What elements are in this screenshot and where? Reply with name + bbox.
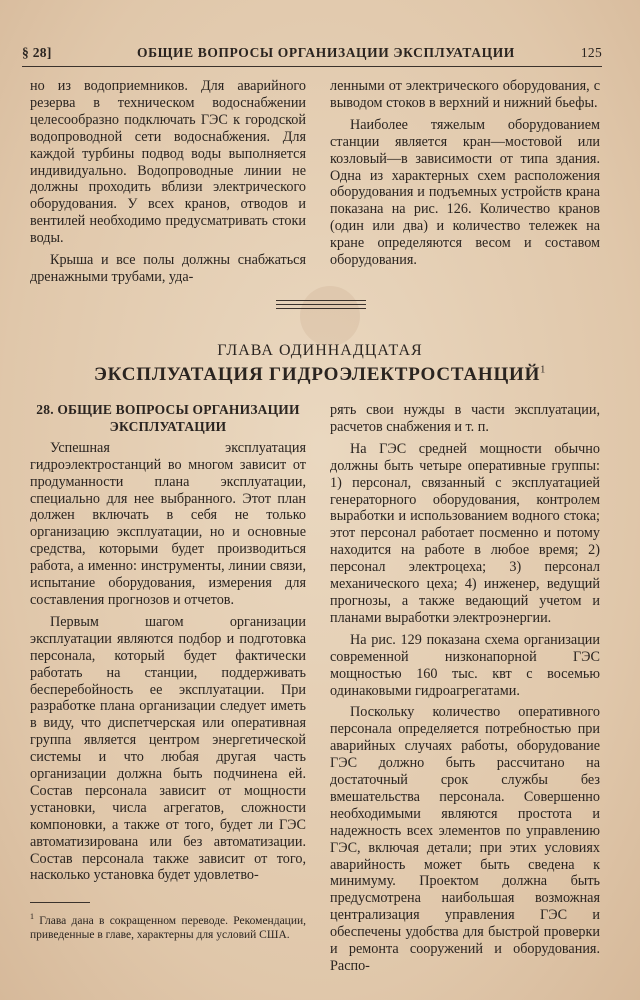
chapter-title-text: ЭКСПЛУАТАЦИЯ ГИДРОЭЛЕКТРОСТАНЦИЙ — [93, 364, 541, 385]
footnote-index: 1 — [30, 912, 34, 921]
paragraph: Первым шагом организации эксплуатации являются подбор и подготовка персонала, который будет фактически работать на станции, поддерживать бесперебойность ее эксплуатации. При разработке плана организации следует иметь в виду, что диспетчерская или оперативная группа является центром энергетической системы и что любая другая часть организации должна быть подчинена ей. Состав персонала зависит от мощности установки, числа агрегатов, сложности компоновки, а также от того, будет ли ГЭС автоматизирована или без автоматизации. Состав персонала также зависит от того, насколько установка будет удовлетво- — [30, 613, 306, 884]
section-ref: § 28] — [22, 45, 52, 60]
running-header — [22, 43, 602, 65]
paragraph: На ГЭС средней мощности обычно должны быть четыре оперативные группы: 1) персонал, связанный с эксплуатацией генераторного оборудования, контролем выработки и использованием водного стока; этот персонал работает посменно и потому находится на работе в любое время; 2) персонал электроцеха; 3) персонал механического цеха; 4) инженер, ведущий прогнозы, а также ведающий учетом и планами выработки электроэнергии. — [330, 440, 600, 626]
footnote-rule — [30, 902, 90, 903]
section-heading: 28. ОБЩИЕ ВОПРОСЫ ОРГАНИЗАЦИИ ЭКСПЛУАТАЦИИ — [36, 402, 300, 434]
footnote — [30, 910, 306, 942]
paragraph: рять свои нужды в части эксплуатации, расчетов снабжения и т. п. — [330, 402, 600, 435]
paragraph: но из водоприемников. Для аварийного резерва в техническом водоснабжении целесообразно подключать ГЭС к городской водопроводной сети водоснабжения. Для каждой турбины подвод воды выполняется индивидуально. Водопроводные линии не должны проходить вблизи электрического оборудования. У всех кранов, отводов и вентилей необходимо предусматривать стоки воды. — [30, 78, 306, 247]
footnote-text: Глава дана в сокращенном переводе. Рекомендации, приведенные в главе, характерны для условий США. — [30, 914, 307, 941]
top-right-column — [330, 78, 600, 269]
bottom-left-column — [30, 402, 306, 884]
paper-stain — [300, 286, 360, 346]
section-divider-ornament — [276, 300, 366, 310]
paragraph: Наиболее тяжелым оборудованием станции является кран—мостовой или козловый—в зависимости от типа здания. Одна из характерных схем расположения оборудования и подъемных устройств крана показана на рис. 126. Количество кранов (один или два) и количество тележек на кране определяются весом и составом оборудования. — [330, 116, 600, 269]
header-rule — [22, 66, 602, 67]
top-left-column — [30, 78, 306, 286]
page-number: 125 — [580, 45, 602, 60]
paragraph: Успешная эксплуатация гидроэлектростанций во многом зависит от продуманности плана эксплуатации, специально для нее выбранного. Этот план должен включать в себя не только организацию эксплуатации, но и основные средства, которыми будет производиться работа, а именно: инструменты, линии связи, испытание оборудования, измерения для составления прогнозов и отчетов. — [30, 439, 306, 608]
chapter-label: ГЛАВА ОДИННАДЦАТАЯ — [217, 342, 423, 359]
paragraph: Поскольку количество оперативного персонала определяется потребностью при аварийных случаях работы, оборудование ГЭС должно быть рассчитано на достаточный срок службы без вмешательства персонала. Совершенно необходимыми являются простота и надежность всех элементов по управлению ГЭС, включая детали; при этих условиях аварийность может быть сведена к минимуму. Проектом должна быть предусмотрена наибольшая возможная централизация управления ГЭС и обеспечены удобства для быстрой проверки и ремонта сооружений и оборудования. Распо- — [330, 704, 600, 974]
chapter-title — [0, 364, 640, 386]
paragraph: ленными от электрического оборудования, с выводом стоков в верхний и нижний бьефы. — [330, 78, 600, 111]
bottom-right-column — [330, 402, 600, 975]
running-title: ОБЩИЕ ВОПРОСЫ ОРГАНИЗАЦИИ ЭКСПЛУАТАЦИИ — [137, 45, 515, 60]
paragraph: На рис. 129 показана схема организации современной низконапорной ГЭС мощностью 160 тыс. квт с восемью одинаковыми гидроагрегатами. — [330, 631, 600, 699]
footnote-mark: 1 — [540, 364, 547, 376]
paragraph: Крыша и все полы должны снабжаться дренажными трубами, уда- — [30, 252, 306, 285]
